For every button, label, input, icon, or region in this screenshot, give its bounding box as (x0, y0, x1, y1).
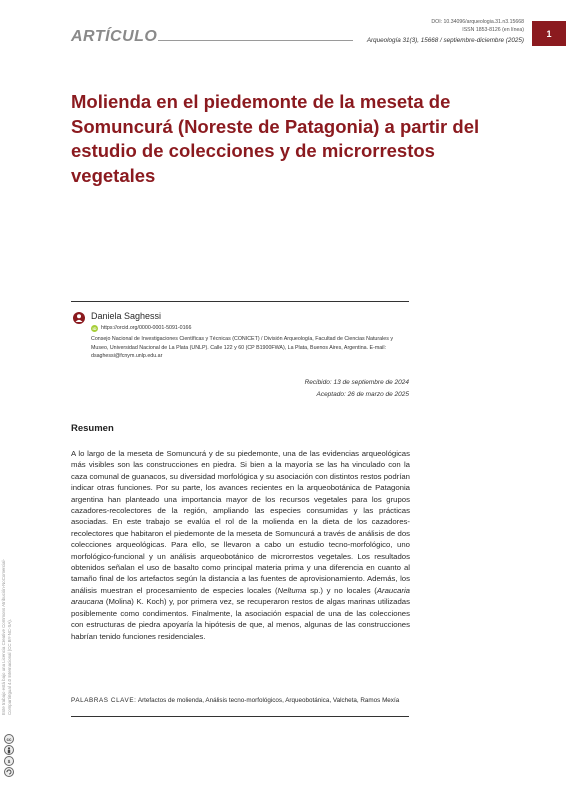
keywords-label: PALABRAS CLAVE: (71, 697, 137, 704)
header-identifiers (431, 19, 524, 34)
author-divider (71, 301, 409, 302)
cc-icon: cc (4, 734, 14, 744)
license-notice: Este trabajo está bajo una Licencia Creative Commons Atribución-NoComercial-CompartirIgual 4.0 Internacional (CC BY-NC-SA). (1, 559, 12, 715)
issn-text: ISSN 1853-8126 (en línea) (462, 26, 524, 33)
doi-link[interactable]: DOI: 10.34096/arqueologia.31.n3.15668 (431, 19, 524, 25)
section-label: ARTÍCULO (71, 28, 158, 45)
noncommercial-icon: $ (4, 756, 14, 766)
accepted-date: Aceptado: 26 de marzo de 2025 (316, 390, 409, 398)
species-name-neltuma: Neltuma (277, 585, 307, 595)
keywords (71, 697, 410, 705)
author-person-icon (73, 312, 85, 324)
page-number-badge: 1 (532, 21, 566, 46)
keywords-list: Artefactos de molienda, Análisis tecno-morfológicos, Arqueobotánica, Valcheta, Ramos Mexía (136, 697, 400, 704)
header-divider (158, 40, 353, 41)
attribution-icon (4, 745, 14, 755)
abstract-text-part-3: (Molina) K. Koch) y, por primera vez, se recuperaron restos de algas marinas utilizadas posiblemente como condimentos. Finalmente, la asociación espacial de una de las colecciones con estructuras de piedra apoyaría la hipótesis de que, al menos, algunas de las construcciones habrían tenido funciones residenciales. (71, 597, 410, 641)
received-date: Recibido: 13 de septiembre de 2024 (304, 379, 409, 386)
author-name: Daniela Saghessi (91, 311, 162, 321)
abstract-text-part-2: sp.) y no locales ( (306, 585, 377, 595)
abstract-heading: Resumen (71, 423, 114, 434)
sharealike-icon (4, 767, 14, 777)
abstract-body (71, 448, 410, 642)
keywords-divider (71, 716, 409, 717)
abstract-text-part-1: A lo largo de la meseta de Somuncurá y de su piedemonte, una de las evidencias arqueológicas más visibles son las construcciones en piedra. Si bien a la mayoría se las ha vinculado con la caza comunal de guanacos, su diversidad morfológica y su asociación con distintos restos podrían indicar otras funciones. Por su parte, los avances recientes en la arqueobotánica de Patagonia argentina han planteado una importancia mayor de los recursos vegetales para los grupos cazadores-recolectores de la región, ampliando las especies consumidas y las prácticas asociadas. En este trabajo se evalúa el rol de la molienda en la dieta de los cazadores-recolectores que habitaron el piedemonte de la meseta de Somuncurá a través de análisis de dos colecciones arqueológicas. Para ello, se llevaron a cabo un estudio tecno-morfológico, uno morfológico-funcional y un análisis arqueobotánico de microrrestos vegetales. Los resultados obtenidos señalan el uso de basalto como principal materia prima y una diferencia en cuanto al tamaño final de los artefactos según la distancia a las fuentes de aprovisionamiento. Además, los análisis muestran el procesamiento de especies locales ( (71, 449, 410, 595)
journal-citation: Arqueología 31(3), 15668 / septiembre-diciembre (2025) (366, 37, 524, 44)
publication-dates (305, 377, 409, 400)
orcid-icon: iD (92, 326, 97, 331)
article-title: Molienda en el piedemonte de la meseta de Somuncurá (Noreste de Patagonia) a partir del estudio de colecciones y de microrrestos vegetales (71, 91, 480, 186)
author-affiliation: Consejo Nacional de Investigaciones Científicas y Técnicas (CONICET) / División Arqueología, Facultad de Ciencias Naturales y Museo, Universidad Nacional de La Plata (UNLP). Calle 122 y 60 (CP B1900FWA), La Plata, Buenos Aires, Argentina. E-mail: dsaghessi@fcnym.unlp.edu.ar (91, 336, 393, 360)
orcid-link[interactable]: https://orcid.org/0000-0001-5091-0166 (101, 325, 192, 331)
species-name-araucaria: Araucaria araucana (71, 585, 410, 607)
creative-commons-badges[interactable] (4, 734, 15, 777)
